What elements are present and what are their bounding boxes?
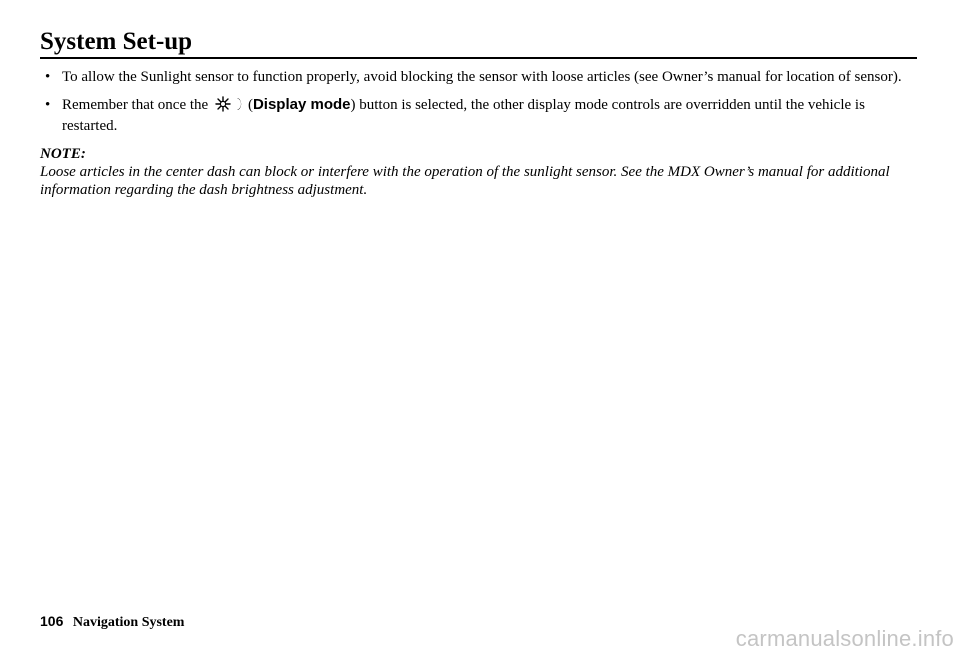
paren-open: ( (247, 97, 253, 113)
display-mode-button-label: Display mode (252, 96, 351, 113)
list-item (40, 68, 920, 86)
watermark: carmanualsonline.info (735, 626, 954, 651)
title-divider (40, 57, 917, 59)
note-text: Loose articles in the center dash can block or interfere with the operation of the sunlight sensor. See the MDX Owner’s manual for additional information regarding the dash brightness adjustment. (40, 164, 890, 198)
list-item (40, 96, 920, 135)
bullet-text-after: ) button is selected, the other display mode controls are overridden until the vehicle is restarted. (62, 97, 865, 134)
bullet-text-before: Remember that once the (62, 97, 209, 113)
bullet-icon: • (45, 97, 51, 113)
page-title: System Set-up (40, 28, 193, 55)
page-content (40, 68, 920, 199)
bullet-text: To allow the Sunlight sensor to function properly, avoid blocking the sensor with loose articles (see Owner’s manual for location of sensor). (62, 69, 902, 85)
bullet-icon: • (45, 69, 51, 85)
bullet-list (40, 68, 920, 135)
page-footer (40, 613, 184, 631)
note-label: NOTE: (40, 146, 86, 162)
sun-moon-icon (215, 96, 245, 117)
footer-section-title: Navigation System (72, 615, 185, 630)
page-number: 106 (40, 613, 64, 629)
